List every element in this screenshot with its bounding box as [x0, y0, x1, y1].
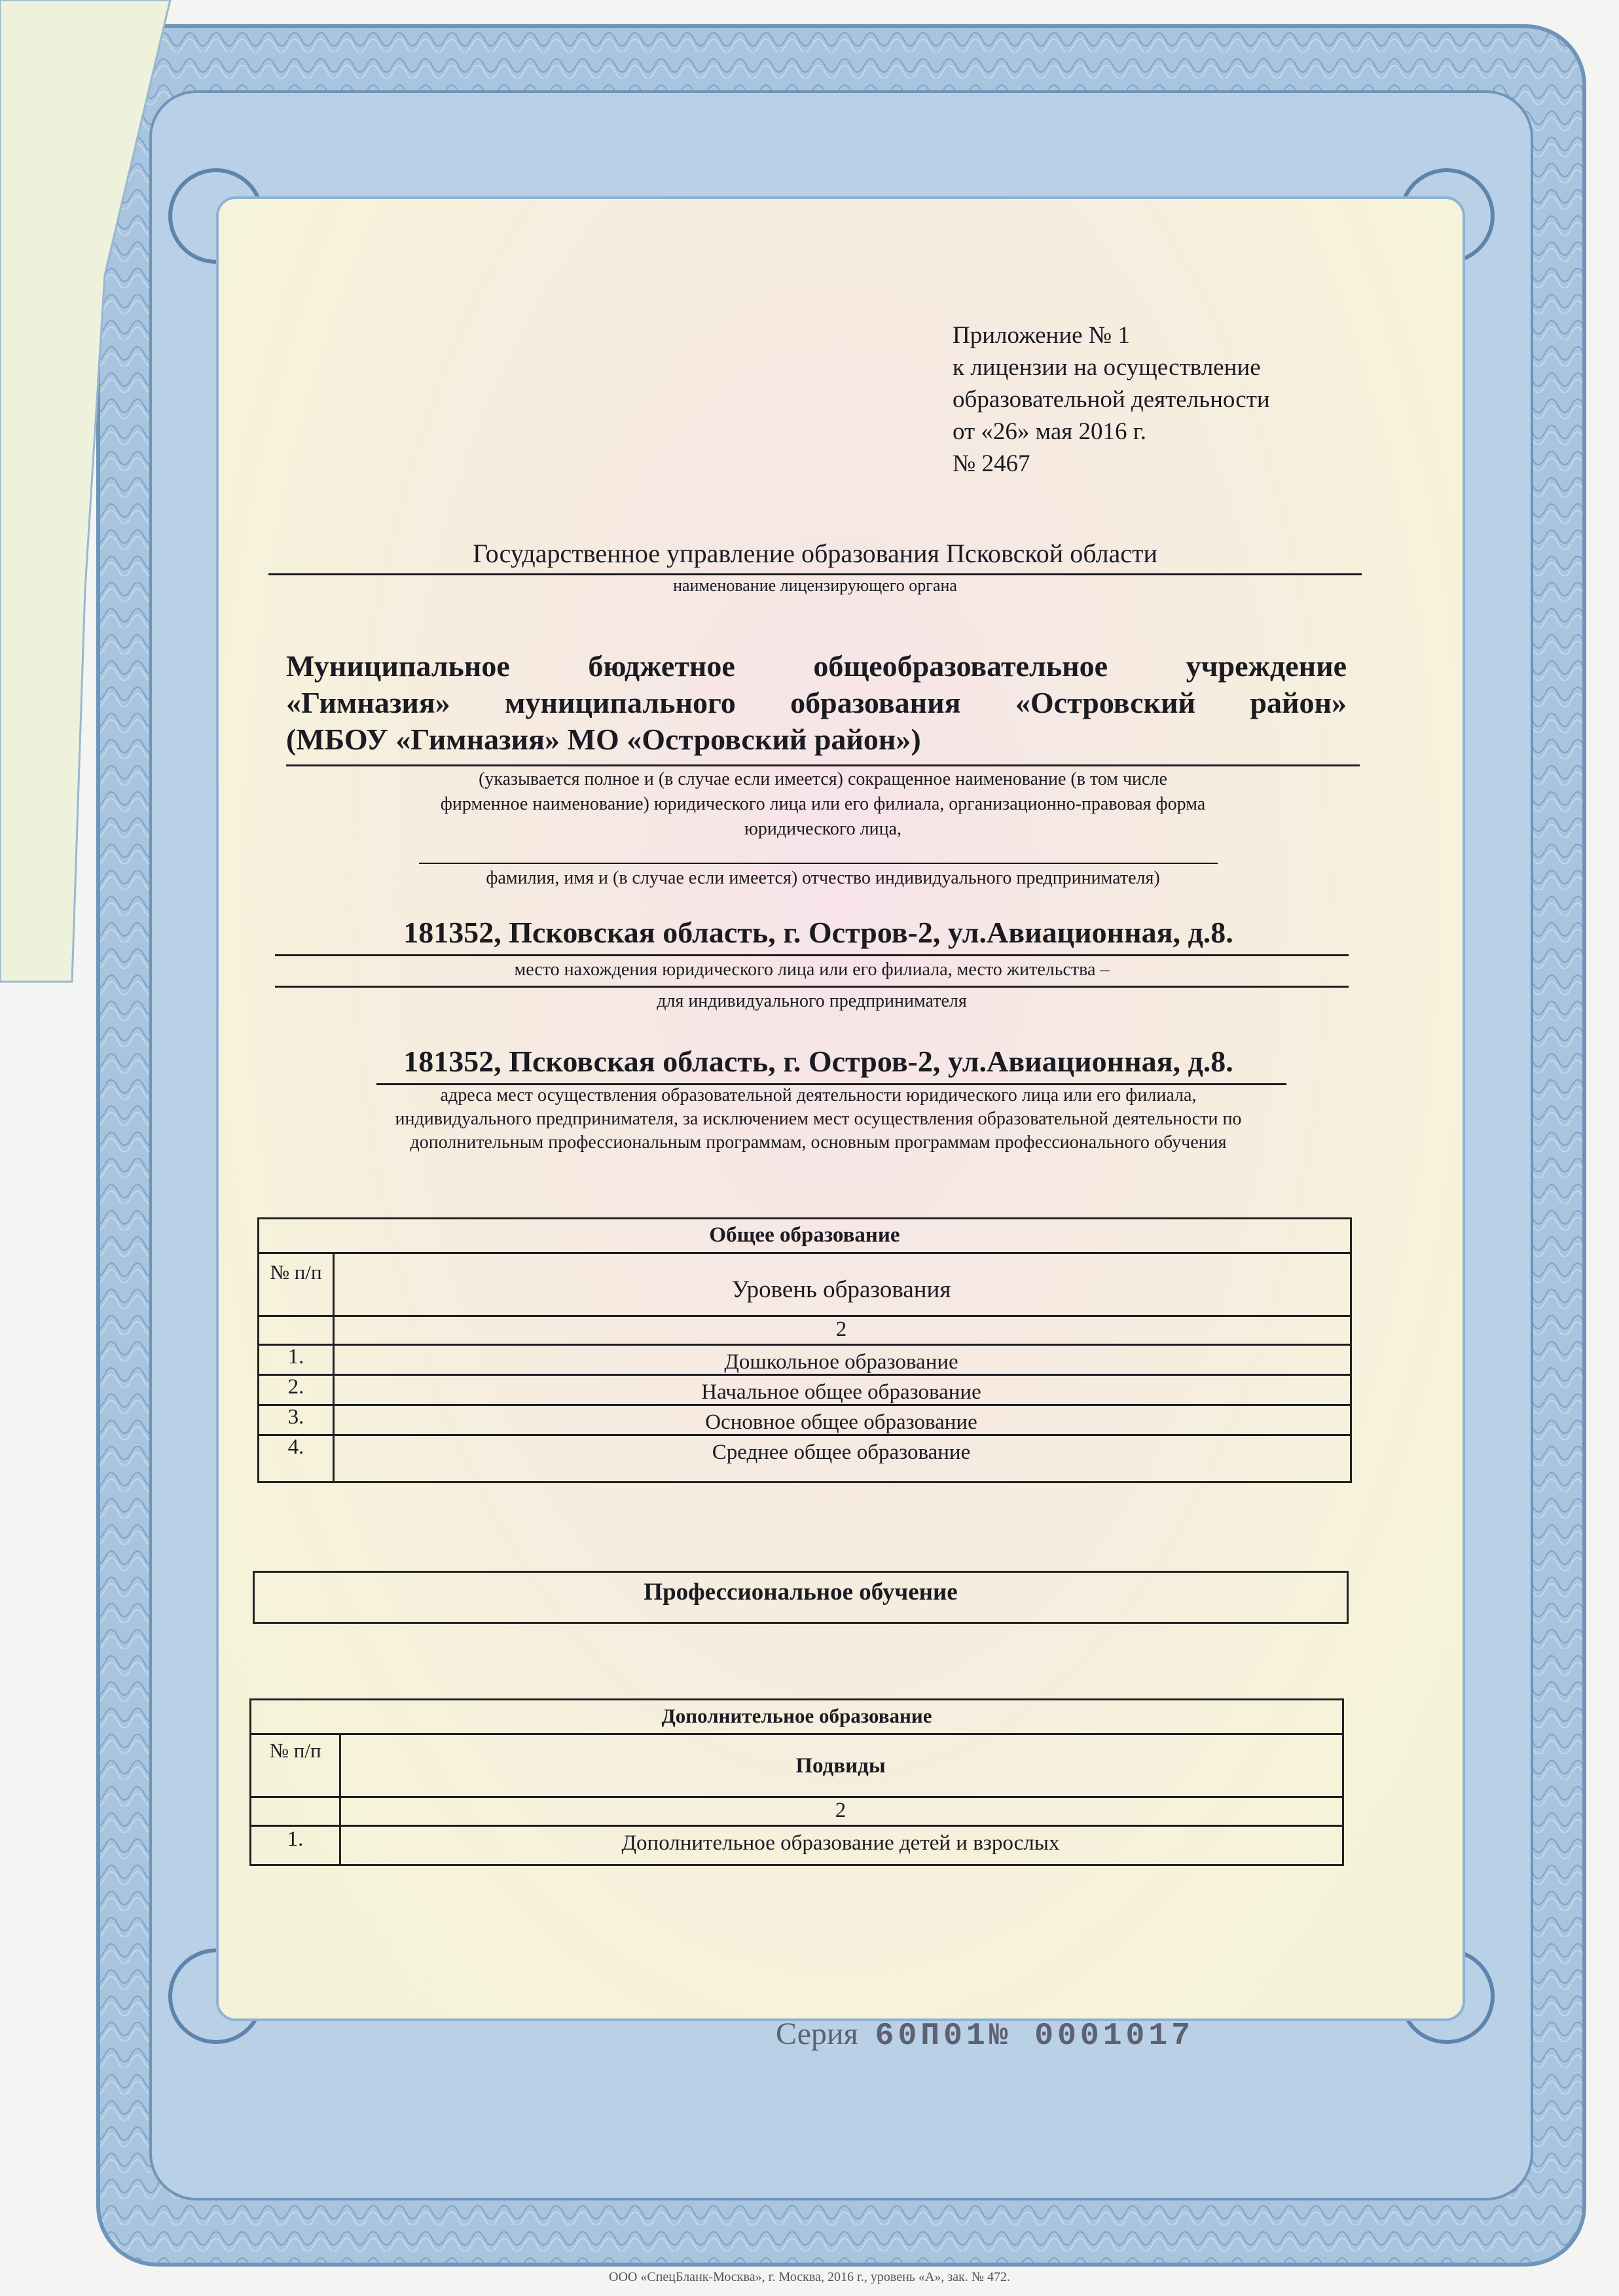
table-col-divider [339, 1733, 341, 1864]
table-rule [259, 1404, 1350, 1406]
organization-name-line3: (МБОУ «Гимназия» МО «Островский район») [286, 723, 921, 756]
general-col1-header: № п/п [270, 1261, 322, 1283]
appendix-line3: образовательной деятельности [953, 386, 1270, 413]
organization-caption [286, 767, 1360, 842]
table-rule [259, 1434, 1350, 1436]
appendix-line4: от «26» мая 2016 г. [953, 418, 1147, 445]
authority-underline [268, 573, 1362, 575]
location-caption-line2: для индивидуального предпринимателя [657, 991, 967, 1011]
series-label: Серия [776, 2017, 858, 2051]
additional-col1-header: № п/п [269, 1739, 321, 1762]
general-row-level: Среднее общее образование [712, 1441, 971, 1464]
location-underline [275, 954, 1349, 956]
table-rule [251, 1733, 1342, 1735]
series-number: 60П01№ 0001017 [875, 2018, 1194, 2054]
professional-training-title: Профессиональное обучение [644, 1579, 958, 1605]
general-row-num: 4. [287, 1435, 304, 1459]
general-row-num: 3. [287, 1405, 304, 1429]
authority-caption: наименование лицензирующего органа [673, 576, 957, 595]
additional-education-table [249, 1698, 1344, 1866]
organization-caption-line2: фирменное наименование) юридического лица или его филиала, организационно-правовая форма [440, 794, 1206, 814]
additional-education-title: Дополнительное образование [661, 1704, 932, 1727]
general-education-title: Общее образование [709, 1223, 900, 1247]
organization-name-line1: Муниципальное бюджетное общеобразовательное учреждение [286, 649, 1347, 683]
table-rule [251, 1796, 1342, 1798]
activity-caption-line3: дополнительным профессиональным программам, основным программам профессионального обучения [410, 1132, 1227, 1153]
general-row-num: 2. [287, 1375, 304, 1399]
printer-footer: ООО «СпецБланк-Москва», г. Москва, 2016 г., уровень «А», зак. № 472. [609, 2270, 1010, 2284]
table-rule [251, 1825, 1342, 1827]
general-row-num: 1. [287, 1345, 304, 1369]
organization-caption-line1: (указывается полное и (в случае если имеется) сокращенное наименование (в том числе [479, 769, 1167, 789]
general-row-level: Дошкольное образование [724, 1350, 958, 1374]
authority-name: Государственное управление образования Псковской области [473, 539, 1157, 568]
activity-address: 181352, Псковская область, г. Остров-2, ул.Авиационная, д.8. [403, 1045, 1233, 1078]
table-col-divider [333, 1252, 335, 1481]
activity-caption [275, 1084, 1362, 1155]
location-caption-line1: место нахождения юридического лица или его филиала, место жительства – [514, 960, 1110, 980]
activity-caption-line2: индивидуального предпринимателя, за исключением мест осуществления образовательной деятельности по [395, 1109, 1242, 1129]
additional-row-num: 1. [287, 1827, 304, 1851]
appendix-line5: № 2467 [953, 450, 1030, 477]
location-underline-2 [275, 986, 1349, 988]
table-rule [259, 1374, 1350, 1376]
organization-caption-line3: юридического лица, [744, 819, 902, 839]
additional-col2-num: 2 [835, 1799, 846, 1822]
appendix-block [953, 319, 1270, 480]
location-address: 181352, Псковская область, г. Остров-2, ул.Авиационная, д.8. [403, 916, 1233, 949]
general-row-level: Основное общее образование [705, 1410, 977, 1434]
organization-underline [286, 764, 1360, 766]
additional-col2-header: Подвиды [795, 1754, 886, 1778]
entrepreneur-underline [419, 863, 1218, 864]
additional-row-subtype: Дополнительное образование детей и взрослых [621, 1831, 1060, 1855]
table-rule [259, 1315, 1350, 1317]
appendix-line2: к лицензии на осуществление [953, 354, 1261, 381]
organization-name-line2: «Гимназия» муниципального образования «Островский район» [286, 686, 1347, 719]
series-block [776, 2016, 1194, 2054]
organization-name [286, 648, 1347, 758]
activity-caption-line1: адреса мест осуществления образовательной деятельности юридического лица или его филиала, [440, 1085, 1197, 1105]
general-col2-num: 2 [835, 1318, 847, 1341]
entrepreneur-caption: фамилия, имя и (в случае если имеется) отчество индивидуального предпринимателя) [486, 868, 1160, 888]
general-col2-header: Уровень образования [731, 1276, 951, 1303]
table-rule [259, 1344, 1350, 1346]
general-education-table [257, 1217, 1352, 1483]
general-row-level: Начальное общее образование [701, 1380, 981, 1404]
appendix-line1: Приложение № 1 [953, 322, 1130, 349]
table-rule [259, 1252, 1350, 1254]
professional-training-box [253, 1571, 1349, 1624]
